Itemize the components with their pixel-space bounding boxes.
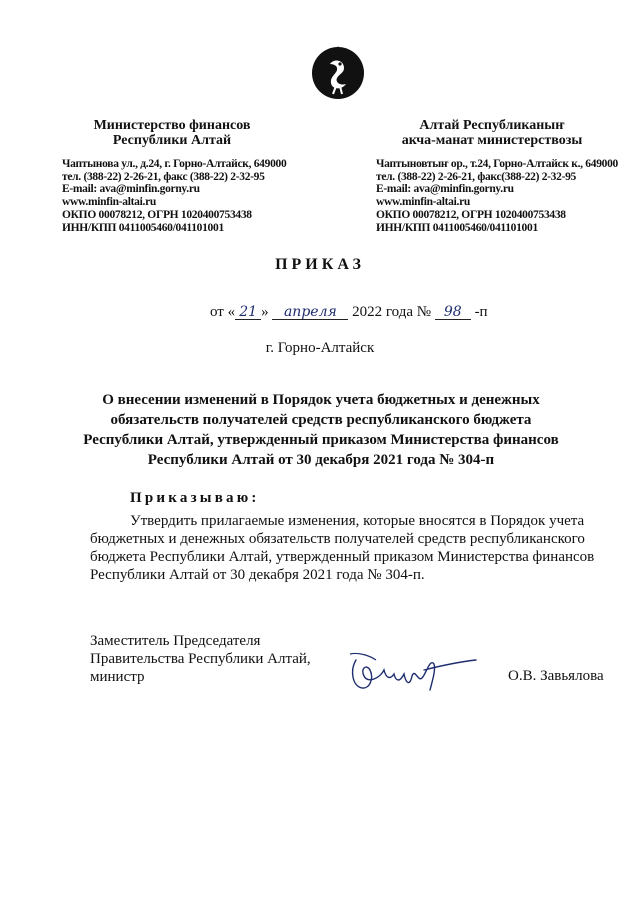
header-left-block [62, 118, 332, 234]
handwritten-signature-icon [340, 648, 480, 696]
coat-of-arms-emblem-icon [306, 40, 370, 104]
email: E-mail: ava@minfin.gorny.ru [376, 183, 514, 196]
date-month: апреля [272, 305, 348, 320]
city: г. Горно-Алтайск [265, 340, 375, 356]
document-title: ПРИКАЗ [275, 256, 365, 273]
signer-position: Заместитель Председателя [90, 633, 261, 649]
address: Чаптынова ул., д.24, г. Горно-Алтайск, 649000 [62, 158, 287, 170]
date-day: 21 [235, 305, 261, 320]
signer-position: Правительства Республики Алтай, [90, 651, 311, 667]
org-name-alt: Алтай Республиканыҥ акча-манат министерствозы [401, 118, 583, 148]
subject-heading: О внесении изменений в Порядок учета бюджетных и денежных обязательств получателей средств республиканского бюджета Республики Алтай, утвержденный приказом Министерства финансов Республики Алтай от 30 декабря 2021 года № 304-п [83, 392, 559, 468]
website: www.minfin-altai.ru [376, 196, 470, 209]
org-name-ru: Министерство финансов Республики Алтай [93, 118, 251, 148]
signer-name: О.В. Завьялова [508, 668, 604, 684]
signer-position: министр [90, 669, 145, 685]
website: www.minfin-altai.ru [62, 196, 156, 209]
okpo: ОКПО 00078212, ОГРН 1020400753438 [62, 208, 252, 221]
body-line: Республики Алтай от 30 декабря 2021 года № 304-п. [90, 567, 425, 583]
phone: тел. (388-22) 2-26-21, факс (388-22) 2-32-95 [62, 170, 265, 183]
order-word: Приказываю: [130, 490, 260, 506]
inn: ИНН/КПП 0411005460/041101001 [62, 221, 224, 234]
phone: тел. (388-22) 2-26-21, факс(388-22) 2-32-95 [376, 170, 577, 183]
inn: ИНН/КПП 0411005460/041101001 [376, 221, 538, 234]
email: E-mail: ava@minfin.gorny.ru [62, 183, 200, 196]
body-line: бюджетных и денежных обязательств получателей средств республиканского [90, 531, 585, 547]
okpo: ОКПО 00078212, ОГРН 1020400753438 [376, 208, 566, 221]
header-right-block [376, 118, 638, 234]
body-line: бюджета Республики Алтай, утвержденный приказом Министерства финансов [90, 549, 595, 565]
order-number: 98 [435, 305, 471, 320]
body-line: Утвердить прилагаемые изменения, которые вносятся в Порядок учета [130, 513, 585, 529]
address: Чаптыновтыҥ ор., т.24, Горно-Алтайск к., 649000 [376, 158, 618, 170]
date-number-line: от « 21 » апреля 2022 года № 98 -п [210, 304, 488, 320]
